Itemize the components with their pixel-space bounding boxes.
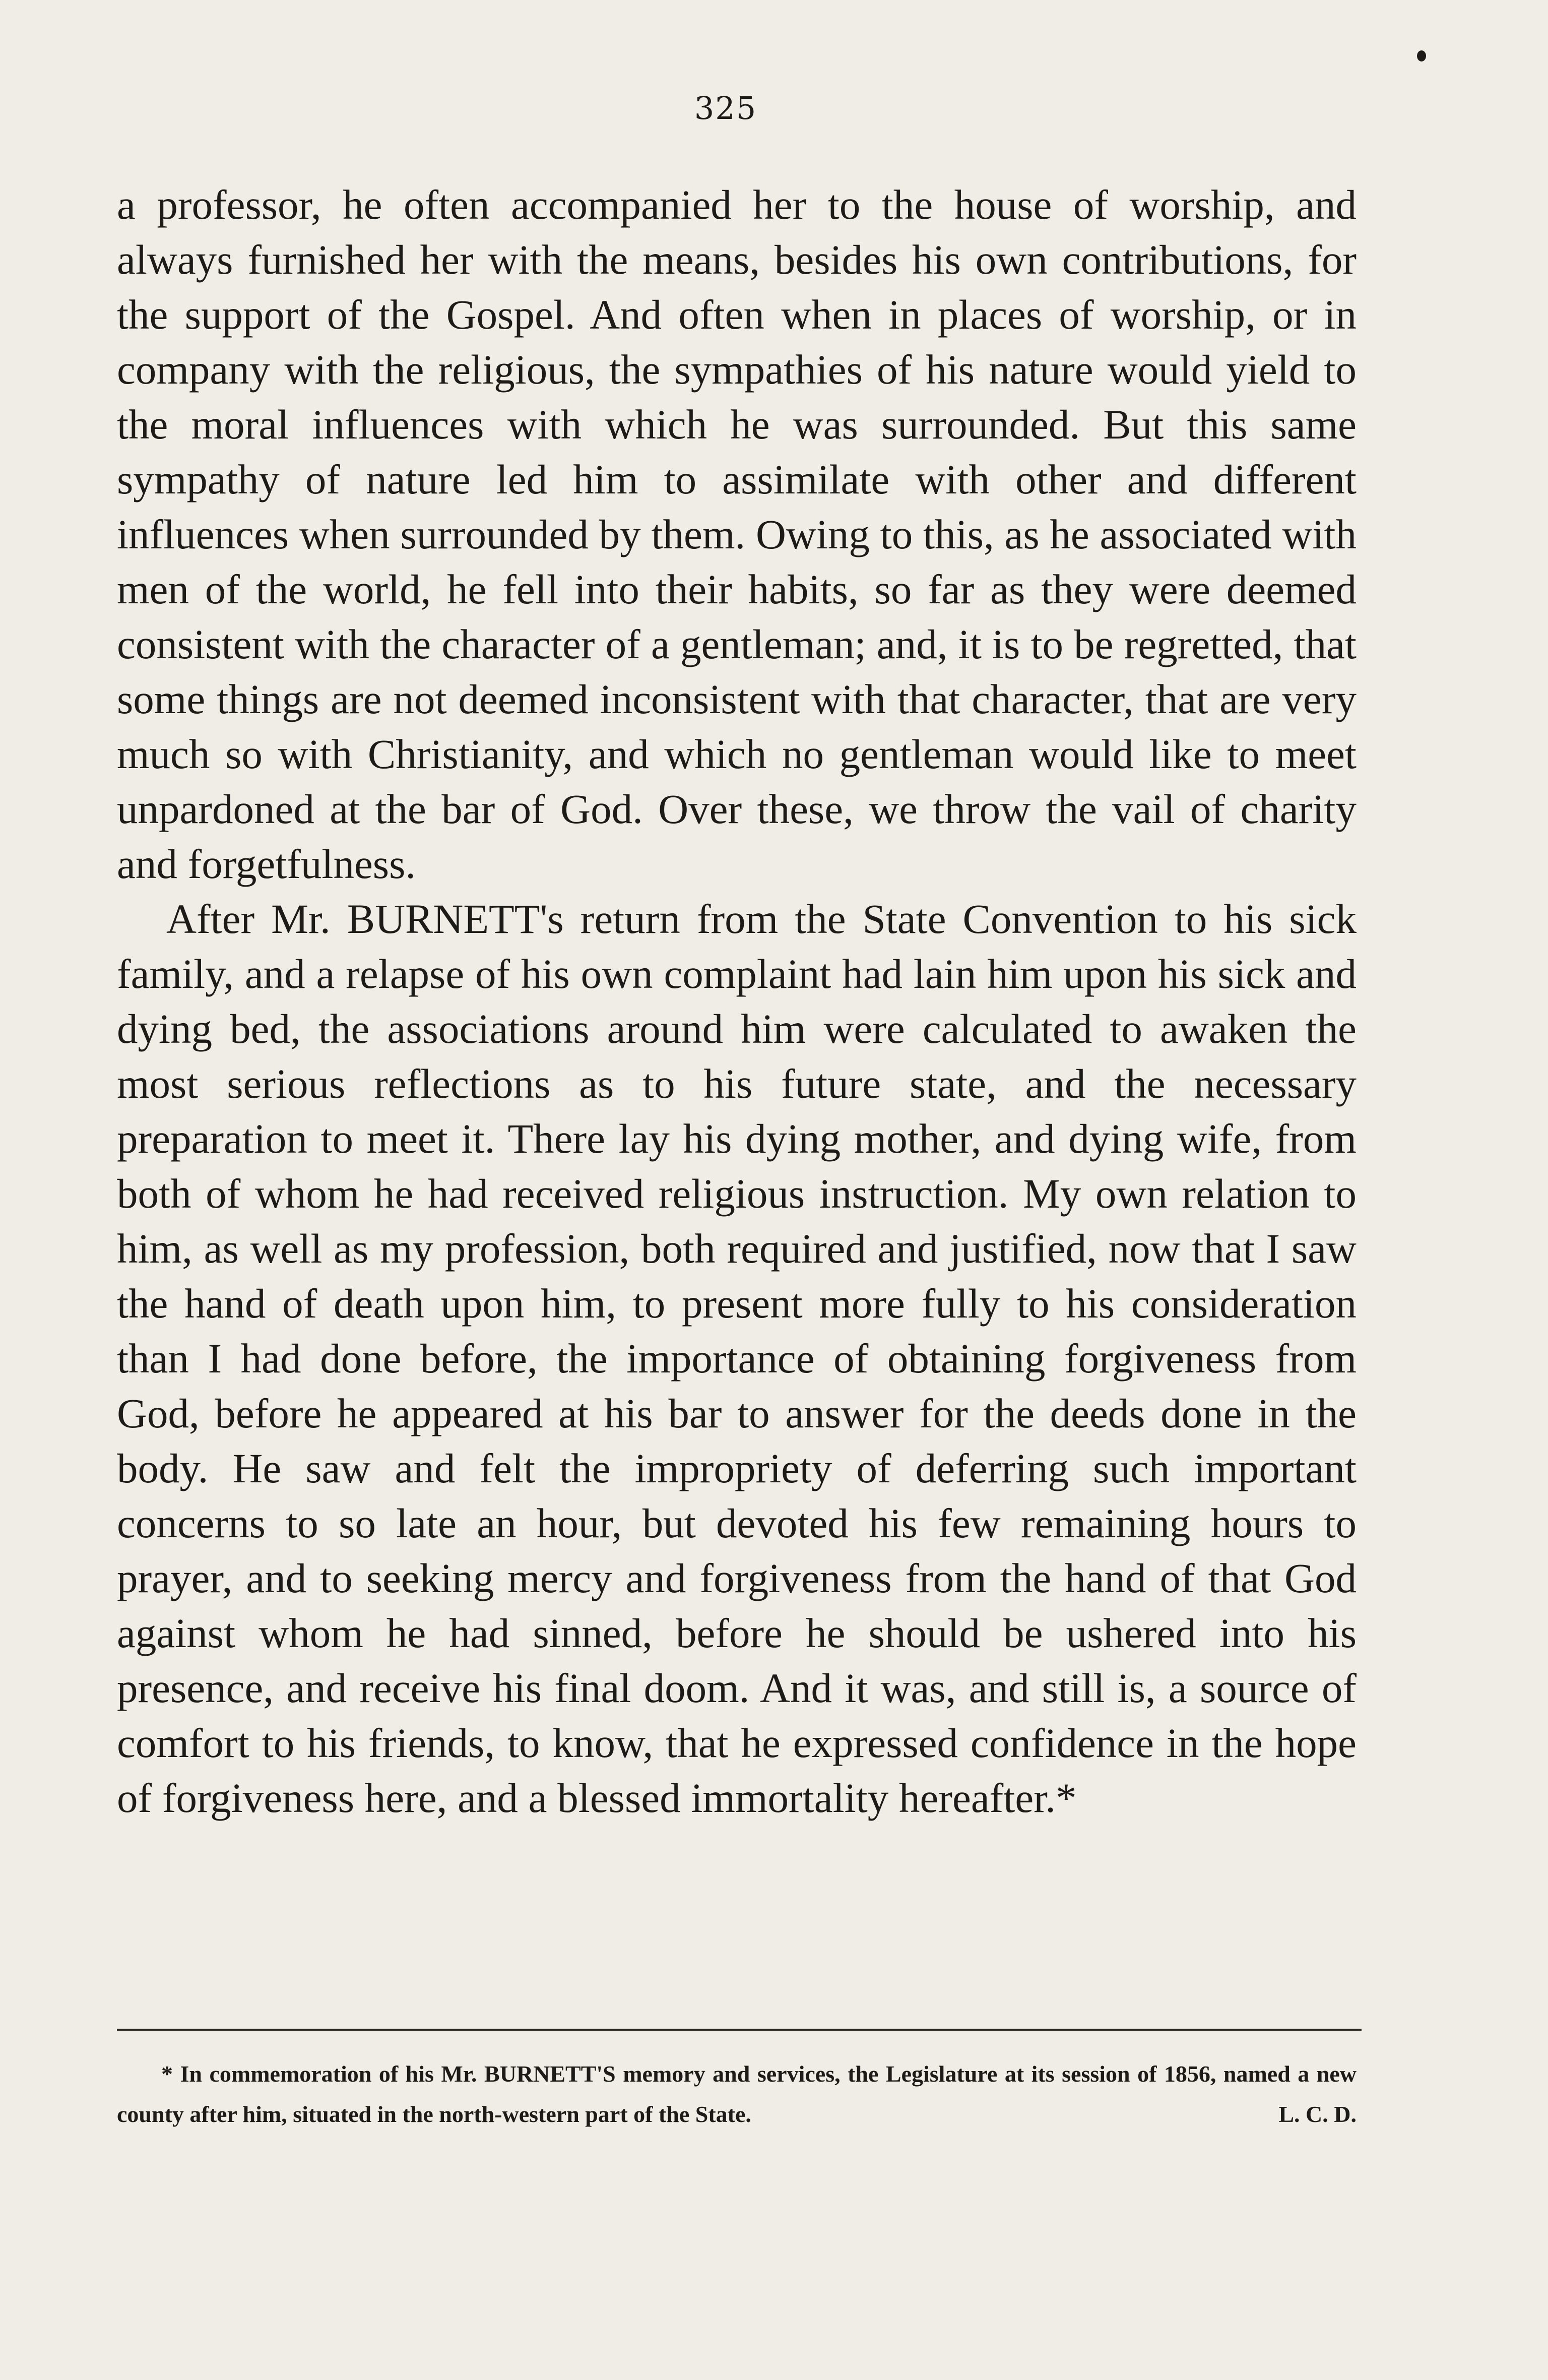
footnote-divider (117, 2029, 1362, 2031)
paragraph-2: After Mr. BURNETT's return from the State Convention to his sick family, and a relapse of his own complaint had lain him upon his sick and dying bed, the associations around him were calculated to awaken the most serious reflections as to his future state, and the necessary preparation to meet it. There lay his dying mother, and dying wife, from both of whom he had received religious instruction. My own relation to him, as well as my profession, both required and justified, now that I saw the hand of death upon him, to present more fully to his consideration than I had done before, the importance of obtaining forgiveness from God, before he appeared at his bar to answer for the deeds done in the body. He saw and felt the impropriety of deferring such important concerns to so late an hour, but devoted his few remaining hours to prayer, and to seeking mercy and forgiveness from the hand of that God against whom he had sinned, before he should be ushered into his presence, and receive his final doom. And it was, and still is, a source of comfort to his friends, to know, that he expressed confidence in the hope of forgiveness here, and a blessed immortality hereafter.* (117, 896, 1357, 1821)
ink-dot (1417, 50, 1426, 61)
footnote (117, 2054, 1357, 2135)
footnote-text: * In commemoration of his Mr. BURNETT'S memory and services, the Legislature at its session of 1856, named a new county after him, situated in the north-western part of the State. (117, 2061, 1357, 2127)
body-text (117, 177, 1357, 1826)
page-number: 325 (694, 90, 757, 127)
footnote-signature: L. C. D. (1278, 2101, 1357, 2127)
paragraph-1: a professor, he often accompanied her to the house of worship, and always furnished her with the means, besides his own contributions, for the support of the Gospel. And often when in places of worship, or in company with the religious, the sympathies of his nature would yield to the moral influences with which he was surrounded. But this same sympathy of nature led him to assimilate with other and different influences when surrounded by them. Owing to this, as he associated with men of the world, he fell into their habits, so far as they were deemed consistent with the character of a gentleman; and, it is to be regretted, that some things are not deemed inconsistent with that character, that are very much so with Christianity, and which no gentleman would like to meet unpardoned at the bar of God. Over these, we throw the vail of charity and forgetfulness. (117, 181, 1357, 887)
